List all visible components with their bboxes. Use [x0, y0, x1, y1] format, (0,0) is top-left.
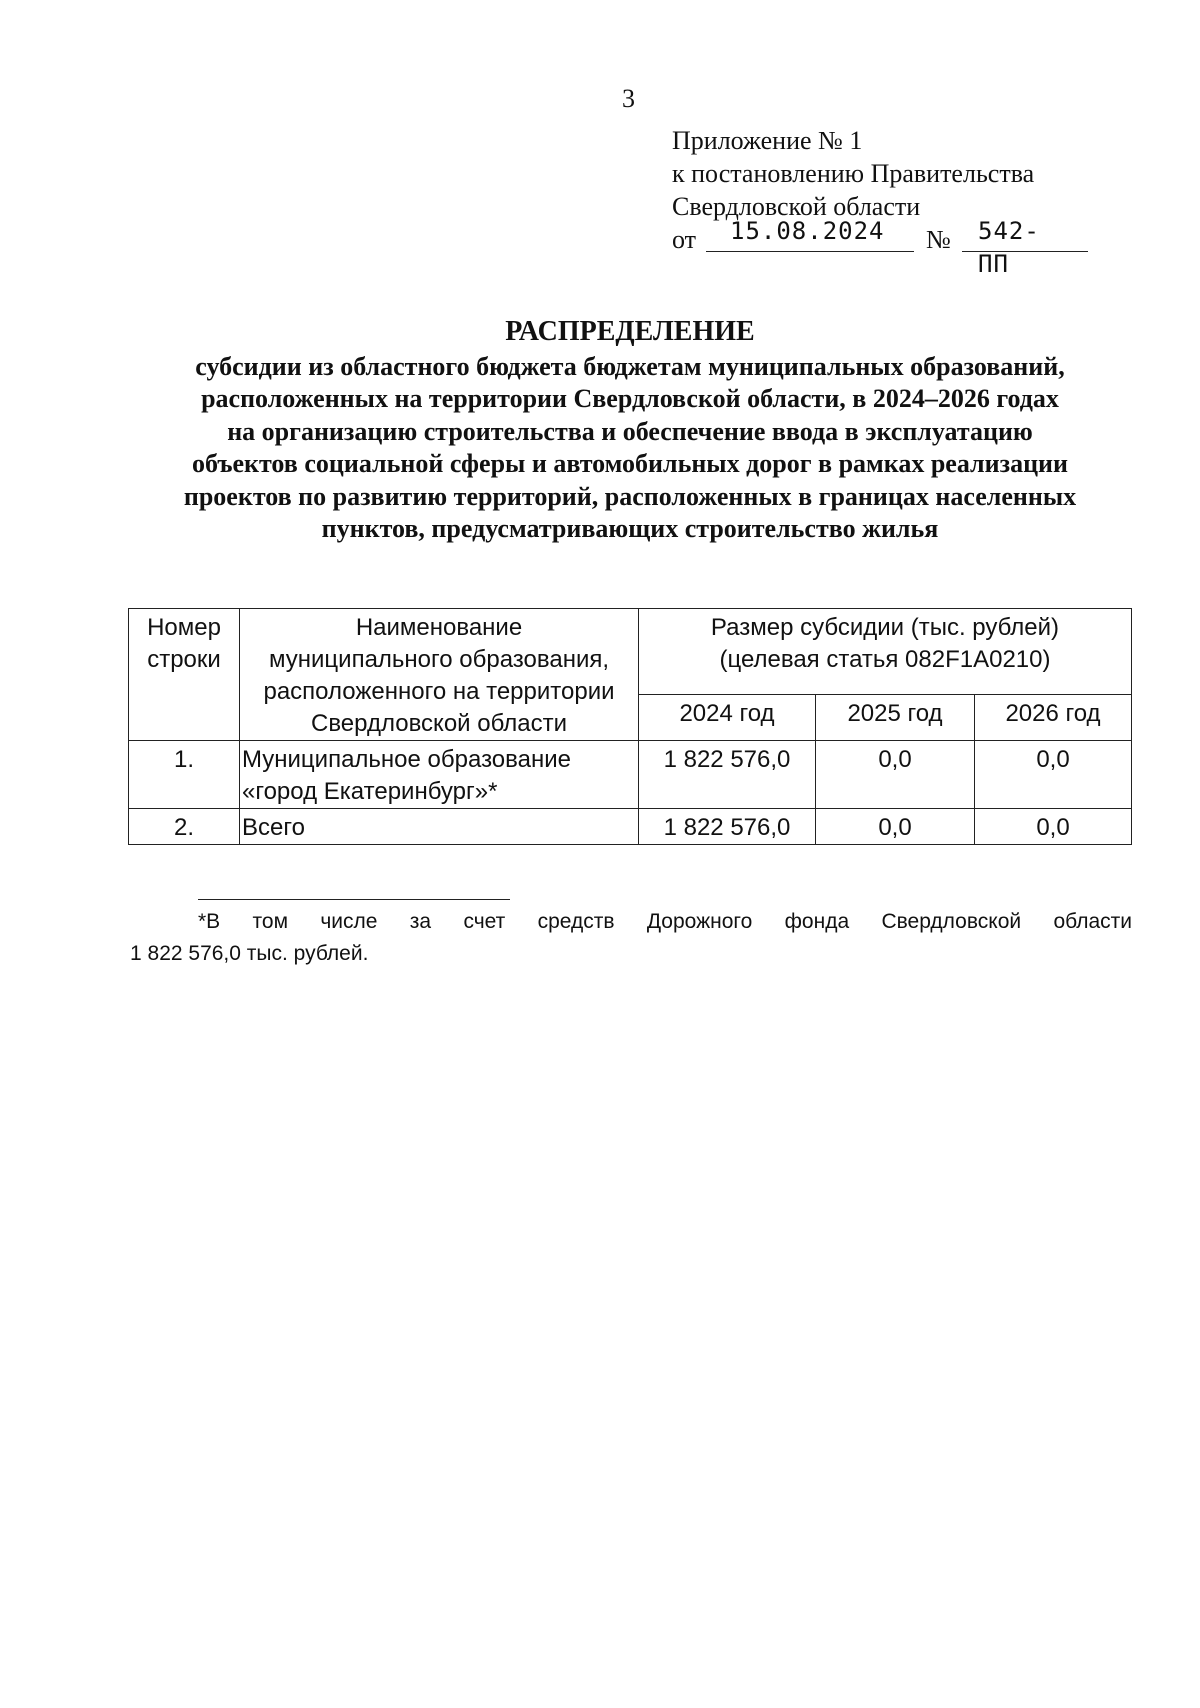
- municipality-name-cell: [240, 741, 639, 809]
- title-line: на организацию строительства и обеспечение ввода в эксплуатацию: [227, 416, 1033, 446]
- total-2024-cell: 1 822 576,0: [639, 809, 816, 845]
- table-header-row: [129, 609, 1132, 695]
- document-title: [100, 316, 1160, 546]
- title-line: объектов социальной сферы и автомобильных дорог в рамках реализации: [191, 449, 1069, 478]
- title-line: субсидии из областного бюджета бюджетам муниципальных образований,: [195, 351, 1065, 381]
- appendix-line-3: Свердловской области: [672, 192, 921, 221]
- header-text: Номер: [147, 614, 221, 641]
- total-label-cell: Всего: [240, 809, 639, 845]
- footnote-line-1: *В том числе за счет средств Дорожного фонда Свердловской области: [198, 910, 1132, 933]
- header-text: Свердловской области: [310, 710, 568, 737]
- cell-text: «город Екатеринбург»*: [242, 778, 498, 805]
- header-subsidy-size: [639, 609, 1132, 695]
- header-text: расположенного на территории: [263, 678, 615, 705]
- footnote-separator: [198, 899, 510, 900]
- footnote: [130, 906, 1132, 970]
- subsidy-table: [128, 608, 1132, 845]
- value-2026-cell: 0,0: [975, 741, 1132, 809]
- header-year-2025: 2025 год: [816, 695, 975, 741]
- row-number-cell: 2.: [129, 809, 240, 845]
- resolution-signature-row: [672, 217, 1040, 278]
- value-2024-cell: 1 822 576,0: [639, 741, 816, 809]
- header-text: (целевая статья 082F1A0210): [719, 646, 1051, 673]
- total-2026-cell: 0,0: [975, 809, 1132, 845]
- resolution-number: 542-ПП: [978, 217, 1040, 278]
- header-text: строки: [147, 646, 221, 673]
- number-label: №: [926, 225, 951, 254]
- header-text: Наименование: [355, 614, 523, 641]
- header-text: муниципального образования,: [268, 646, 610, 673]
- header-municipality-name: [240, 609, 639, 741]
- appendix-line-2: к постановлению Правительства: [672, 159, 1035, 188]
- value-2025-cell: 0,0: [816, 741, 975, 809]
- footnote-line-2: 1 822 576,0 тыс. рублей.: [130, 942, 369, 965]
- appendix-line-1: Приложение № 1: [672, 126, 863, 155]
- date-underline: [706, 251, 914, 252]
- title-line: расположенных на территории Свердловской области, в 2024–2026 годах: [201, 384, 1059, 413]
- total-2025-cell: 0,0: [816, 809, 975, 845]
- title-heading: РАСПРЕДЕЛЕНИЕ: [505, 316, 755, 347]
- appendix-block: [672, 124, 1040, 278]
- title-line: проектов по развитию территорий, расположенных в границах населенных: [183, 481, 1077, 511]
- header-year-2026: 2026 год: [975, 695, 1132, 741]
- header-text: Размер субсидии (тыс. рублей): [710, 614, 1060, 641]
- cell-text: Муниципальное образование: [242, 746, 571, 773]
- page-number: 3: [622, 84, 635, 113]
- header-year-2024: 2024 год: [639, 695, 816, 741]
- from-label: от: [672, 225, 697, 254]
- title-line: пунктов, предусматривающих строительство жилья: [321, 514, 939, 543]
- table-row-total: [129, 809, 1132, 845]
- header-row-number: [129, 609, 240, 741]
- table-row: [129, 741, 1132, 809]
- resolution-date: 15.08.2024: [730, 217, 885, 245]
- row-number-cell: 1.: [129, 741, 240, 809]
